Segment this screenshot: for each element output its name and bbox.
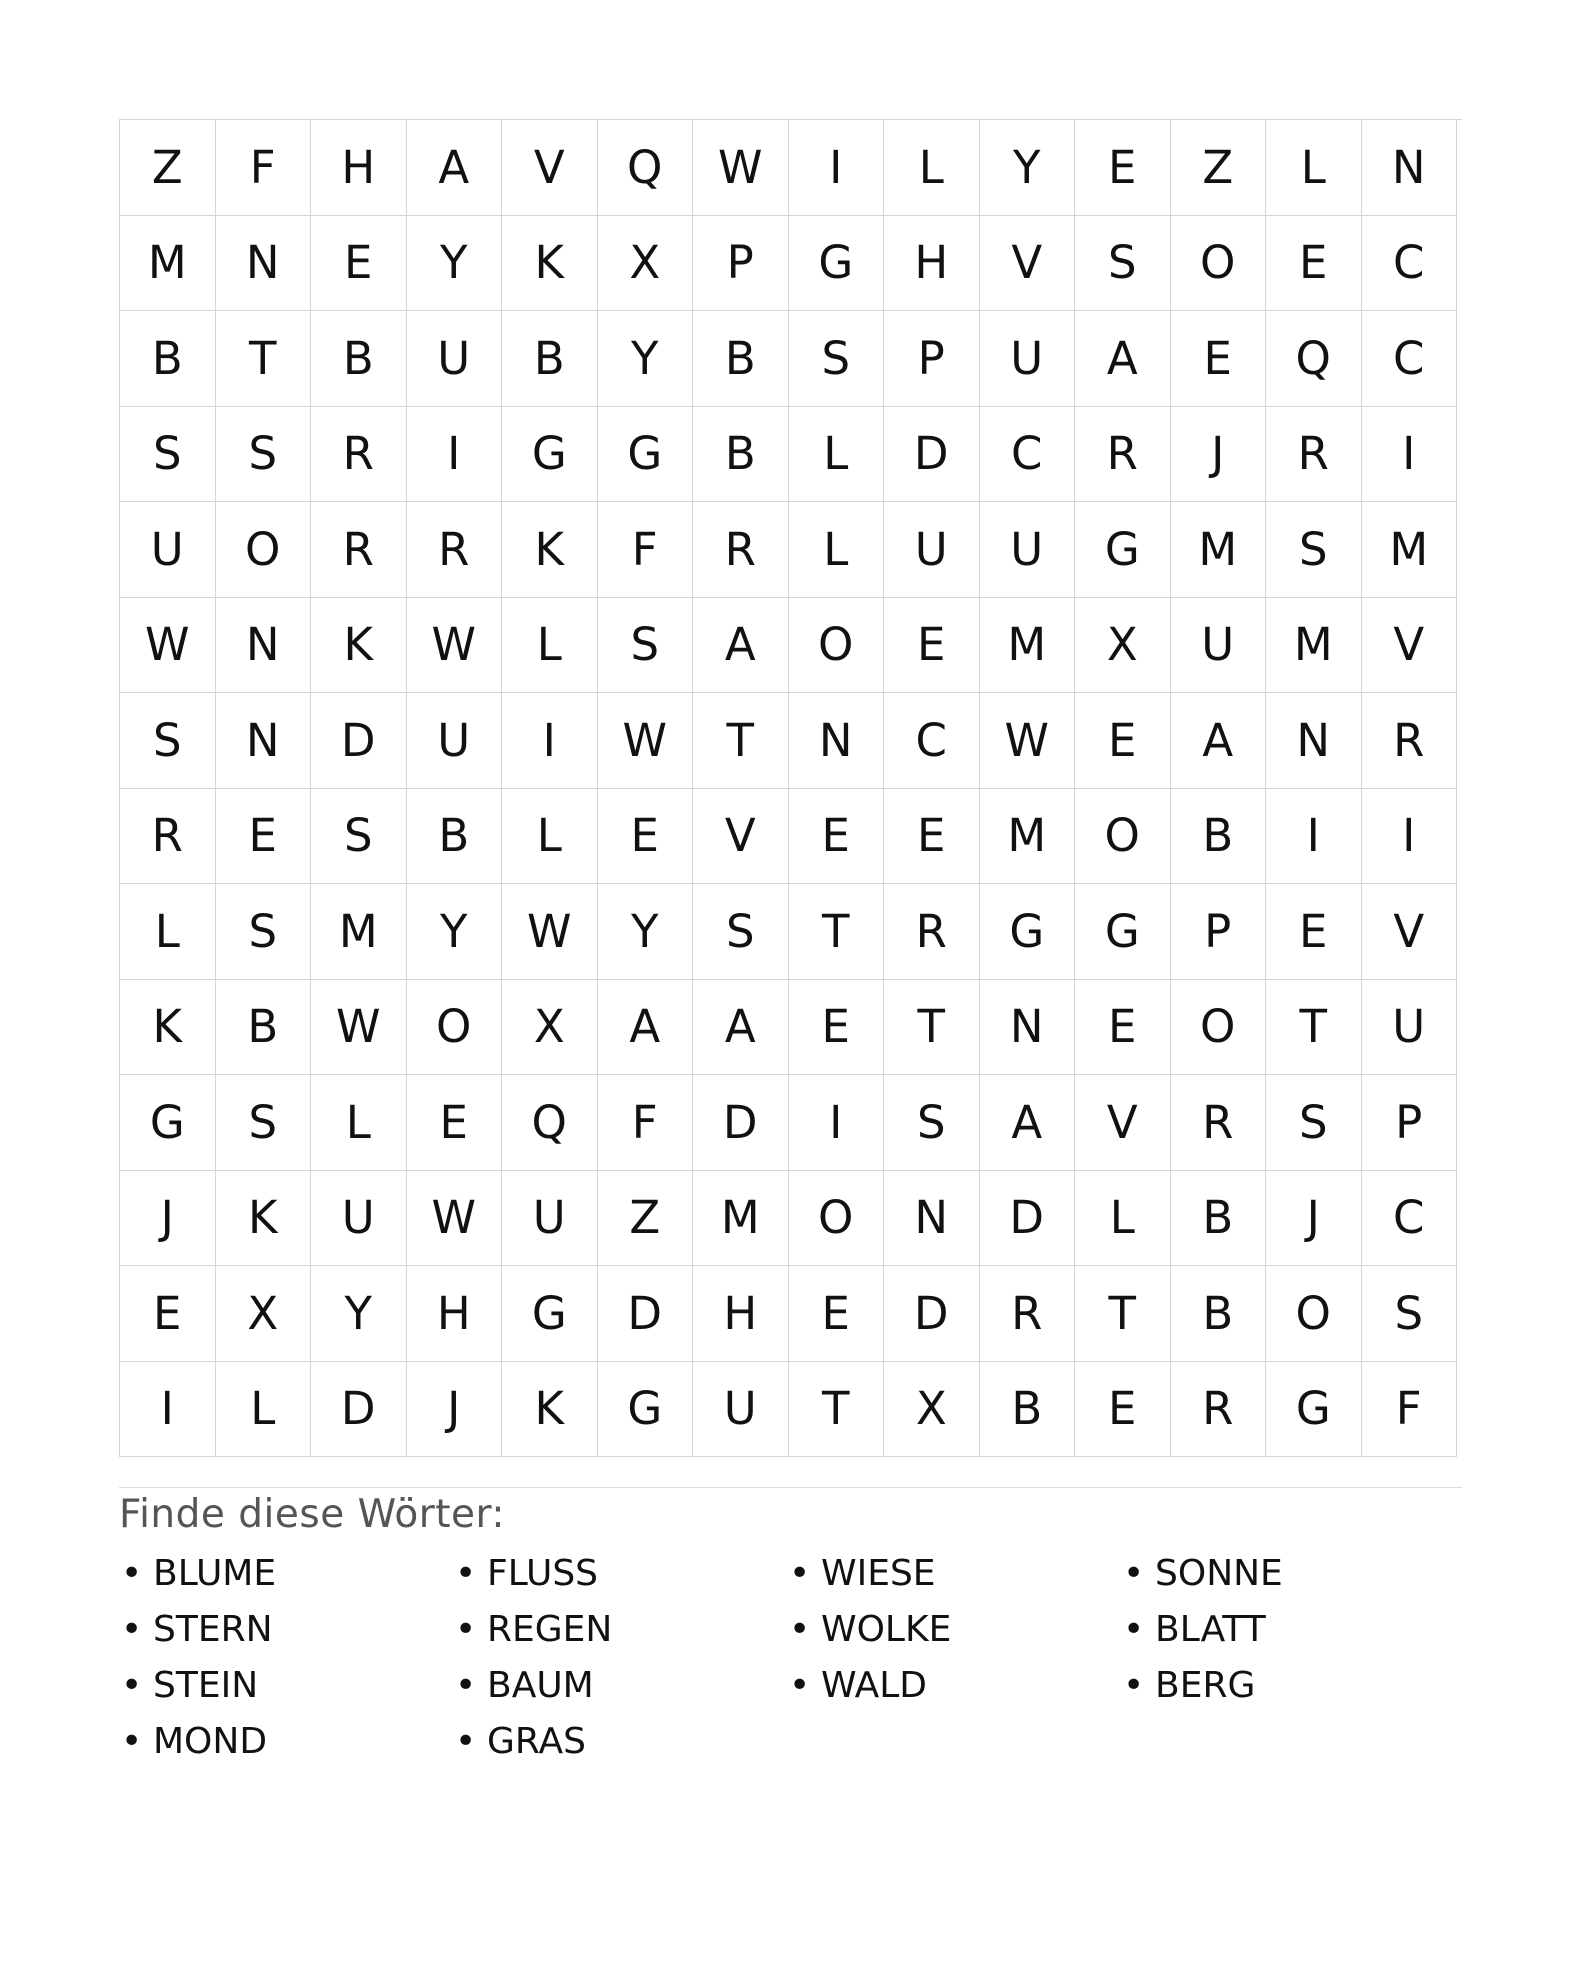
word-list-item bbox=[787, 1602, 1121, 1658]
grid-cell[interactable]: G bbox=[502, 407, 598, 503]
grid-cell[interactable]: U bbox=[980, 311, 1076, 407]
grid-cell[interactable]: E bbox=[1266, 884, 1362, 980]
grid-cell[interactable]: S bbox=[120, 407, 216, 503]
bullet-icon: • bbox=[455, 1553, 477, 1594]
grid-cell[interactable]: B bbox=[693, 311, 789, 407]
word-label: FLUSS bbox=[487, 1553, 599, 1594]
grid-cell[interactable]: I bbox=[407, 407, 503, 503]
grid-cell[interactable]: R bbox=[407, 502, 503, 598]
grid-cell[interactable]: X bbox=[884, 1362, 980, 1458]
grid-cell[interactable]: J bbox=[1266, 1171, 1362, 1267]
grid-cell[interactable]: E bbox=[789, 789, 885, 885]
grid-cell[interactable]: W bbox=[407, 598, 503, 694]
bullet-icon: • bbox=[789, 1609, 811, 1650]
grid-cell[interactable]: O bbox=[1266, 1266, 1362, 1362]
grid-cell[interactable]: F bbox=[598, 1075, 694, 1171]
grid-cell[interactable]: X bbox=[216, 1266, 312, 1362]
grid-cell[interactable]: G bbox=[980, 884, 1076, 980]
grid-cell[interactable]: F bbox=[598, 502, 694, 598]
grid-cell[interactable]: E bbox=[598, 789, 694, 885]
grid-cell[interactable]: F bbox=[216, 120, 312, 216]
grid-cell[interactable]: U bbox=[407, 311, 503, 407]
grid-cell[interactable]: M bbox=[311, 884, 407, 980]
grid-cell[interactable]: P bbox=[1362, 1075, 1458, 1171]
grid-cell[interactable]: P bbox=[693, 216, 789, 312]
grid-cell[interactable]: G bbox=[598, 407, 694, 503]
word-list-item bbox=[453, 1714, 787, 1770]
grid-cell[interactable]: B bbox=[980, 1362, 1076, 1458]
grid-cell[interactable]: N bbox=[1362, 120, 1458, 216]
grid-cell[interactable]: H bbox=[693, 1266, 789, 1362]
grid-cell[interactable]: E bbox=[1075, 980, 1171, 1076]
bullet-icon: • bbox=[455, 1609, 477, 1650]
grid-cell[interactable]: Y bbox=[407, 216, 503, 312]
grid-cell[interactable]: Y bbox=[407, 884, 503, 980]
grid-cell[interactable]: Z bbox=[1171, 120, 1267, 216]
grid-cell[interactable]: J bbox=[407, 1362, 503, 1458]
grid-cell[interactable]: T bbox=[789, 1362, 885, 1458]
grid-cell[interactable]: A bbox=[693, 980, 789, 1076]
grid-cell[interactable]: E bbox=[407, 1075, 503, 1171]
bullet-icon: • bbox=[1123, 1665, 1145, 1706]
word-list-item bbox=[787, 1546, 1121, 1602]
grid-cell[interactable]: M bbox=[980, 789, 1076, 885]
grid-cell[interactable]: V bbox=[1362, 598, 1458, 694]
grid-cell[interactable]: R bbox=[311, 407, 407, 503]
grid-cell[interactable]: B bbox=[693, 407, 789, 503]
grid-cell[interactable]: S bbox=[1266, 502, 1362, 598]
grid-cell[interactable]: C bbox=[980, 407, 1076, 503]
word-label: WOLKE bbox=[821, 1609, 952, 1650]
grid-cell[interactable]: K bbox=[502, 502, 598, 598]
grid-cell[interactable]: T bbox=[789, 884, 885, 980]
word-list-item bbox=[119, 1714, 453, 1770]
grid-cell[interactable]: L bbox=[1266, 120, 1362, 216]
grid-cell[interactable]: F bbox=[1362, 1362, 1458, 1458]
grid-cell[interactable]: D bbox=[311, 693, 407, 789]
word-list-item bbox=[1121, 1658, 1455, 1714]
grid-cell[interactable]: D bbox=[884, 1266, 980, 1362]
grid-cell[interactable]: L bbox=[884, 120, 980, 216]
grid-cell[interactable]: L bbox=[311, 1075, 407, 1171]
grid-cell[interactable]: V bbox=[1075, 1075, 1171, 1171]
grid-cell[interactable]: U bbox=[980, 502, 1076, 598]
word-list-item bbox=[453, 1602, 787, 1658]
grid-cell[interactable]: S bbox=[216, 1075, 312, 1171]
grid-cell[interactable]: M bbox=[1362, 502, 1458, 598]
grid-cell[interactable]: X bbox=[598, 216, 694, 312]
word-label: WALD bbox=[821, 1665, 928, 1706]
grid-cell[interactable]: N bbox=[216, 216, 312, 312]
grid-cell[interactable]: B bbox=[1171, 1171, 1267, 1267]
bullet-icon: • bbox=[789, 1553, 811, 1594]
grid-cell[interactable]: L bbox=[1075, 1171, 1171, 1267]
grid-cell[interactable]: B bbox=[216, 980, 312, 1076]
grid-cell[interactable]: K bbox=[502, 1362, 598, 1458]
bullet-icon: • bbox=[121, 1721, 143, 1762]
grid-cell[interactable]: T bbox=[693, 693, 789, 789]
grid-cell[interactable]: K bbox=[311, 598, 407, 694]
grid-cell[interactable]: R bbox=[311, 502, 407, 598]
grid-cell[interactable]: G bbox=[789, 216, 885, 312]
grid-cell[interactable]: O bbox=[1171, 216, 1267, 312]
grid-cell[interactable]: B bbox=[311, 311, 407, 407]
grid-cell[interactable]: R bbox=[1075, 407, 1171, 503]
grid-cell[interactable]: R bbox=[884, 884, 980, 980]
grid-cell[interactable]: U bbox=[407, 693, 503, 789]
grid-cell[interactable]: W bbox=[407, 1171, 503, 1267]
grid-cell[interactable]: L bbox=[789, 407, 885, 503]
word-label: GRAS bbox=[487, 1721, 586, 1762]
word-list-item bbox=[1121, 1602, 1455, 1658]
word-list-item bbox=[453, 1658, 787, 1714]
grid-cell[interactable]: I bbox=[789, 1075, 885, 1171]
grid-cell[interactable]: X bbox=[502, 980, 598, 1076]
grid-cell[interactable]: E bbox=[1075, 693, 1171, 789]
grid-cell[interactable]: G bbox=[1266, 1362, 1362, 1458]
grid-cell[interactable]: R bbox=[1266, 407, 1362, 503]
grid-cell[interactable]: U bbox=[311, 1171, 407, 1267]
grid-cell[interactable]: W bbox=[598, 693, 694, 789]
grid-cell[interactable]: K bbox=[120, 980, 216, 1076]
grid-cell[interactable]: B bbox=[1171, 789, 1267, 885]
grid-cell[interactable]: D bbox=[980, 1171, 1076, 1267]
word-label: WIESE bbox=[821, 1553, 936, 1594]
grid-cell[interactable]: O bbox=[1075, 789, 1171, 885]
grid-cell[interactable]: B bbox=[120, 311, 216, 407]
letter-grid bbox=[119, 119, 1462, 1457]
grid-cell[interactable]: N bbox=[789, 693, 885, 789]
grid-cell[interactable]: H bbox=[407, 1266, 503, 1362]
grid-cell[interactable]: A bbox=[693, 598, 789, 694]
grid-cell[interactable]: P bbox=[1171, 884, 1267, 980]
divider bbox=[119, 1487, 1462, 1488]
grid-cell[interactable]: W bbox=[311, 980, 407, 1076]
grid-cell[interactable]: Q bbox=[502, 1075, 598, 1171]
word-list-item bbox=[119, 1658, 453, 1714]
grid-cell[interactable]: O bbox=[789, 598, 885, 694]
word-list-item bbox=[119, 1602, 453, 1658]
grid-cell[interactable]: T bbox=[1266, 980, 1362, 1076]
grid-cell[interactable]: O bbox=[789, 1171, 885, 1267]
word-search-puzzle bbox=[119, 119, 1462, 1770]
bullet-icon: • bbox=[121, 1553, 143, 1594]
grid-cell[interactable]: R bbox=[693, 502, 789, 598]
word-label: BAUM bbox=[487, 1665, 594, 1706]
grid-cell[interactable]: A bbox=[980, 1075, 1076, 1171]
grid-cell[interactable]: X bbox=[1075, 598, 1171, 694]
grid-cell[interactable]: A bbox=[407, 120, 503, 216]
grid-cell[interactable]: S bbox=[120, 693, 216, 789]
grid-cell[interactable]: M bbox=[1266, 598, 1362, 694]
grid-cell[interactable]: B bbox=[407, 789, 503, 885]
grid-cell[interactable]: I bbox=[1362, 789, 1458, 885]
bullet-icon: • bbox=[1123, 1553, 1145, 1594]
grid-cell[interactable]: S bbox=[598, 598, 694, 694]
grid-cell[interactable]: Q bbox=[598, 120, 694, 216]
grid-cell[interactable]: S bbox=[216, 407, 312, 503]
bullet-icon: • bbox=[121, 1609, 143, 1650]
word-list bbox=[119, 1546, 1462, 1770]
grid-cell[interactable]: L bbox=[789, 502, 885, 598]
grid-cell[interactable]: S bbox=[884, 1075, 980, 1171]
grid-cell[interactable]: M bbox=[980, 598, 1076, 694]
grid-cell[interactable]: T bbox=[884, 980, 980, 1076]
grid-cell[interactable]: W bbox=[120, 598, 216, 694]
grid-cell[interactable]: B bbox=[1171, 1266, 1267, 1362]
grid-cell[interactable]: E bbox=[1171, 311, 1267, 407]
grid-cell[interactable]: O bbox=[407, 980, 503, 1076]
grid-cell[interactable]: U bbox=[1362, 980, 1458, 1076]
grid-cell[interactable]: N bbox=[216, 598, 312, 694]
grid-cell[interactable]: C bbox=[1362, 216, 1458, 312]
grid-cell[interactable]: S bbox=[311, 789, 407, 885]
grid-cell[interactable]: S bbox=[693, 884, 789, 980]
grid-cell[interactable]: I bbox=[789, 120, 885, 216]
grid-cell[interactable]: I bbox=[1266, 789, 1362, 885]
grid-cell[interactable]: G bbox=[598, 1362, 694, 1458]
grid-cell[interactable]: U bbox=[502, 1171, 598, 1267]
grid-cell[interactable]: A bbox=[1075, 311, 1171, 407]
grid-cell[interactable]: M bbox=[1171, 502, 1267, 598]
grid-cell[interactable]: G bbox=[502, 1266, 598, 1362]
grid-cell[interactable]: C bbox=[884, 693, 980, 789]
grid-cell[interactable]: L bbox=[502, 789, 598, 885]
bullet-icon: • bbox=[455, 1721, 477, 1762]
grid-cell[interactable]: C bbox=[1362, 1171, 1458, 1267]
grid-cell[interactable]: U bbox=[1171, 598, 1267, 694]
word-list-item bbox=[1121, 1546, 1455, 1602]
grid-cell[interactable]: W bbox=[502, 884, 598, 980]
word-label: STERN bbox=[153, 1609, 273, 1650]
grid-cell[interactable]: L bbox=[502, 598, 598, 694]
grid-cell[interactable]: L bbox=[216, 1362, 312, 1458]
grid-cell[interactable]: E bbox=[884, 598, 980, 694]
grid-cell[interactable]: J bbox=[120, 1171, 216, 1267]
grid-cell[interactable]: Y bbox=[598, 311, 694, 407]
word-label: BLUME bbox=[153, 1553, 277, 1594]
grid-cell[interactable]: J bbox=[1171, 407, 1267, 503]
grid-cell[interactable]: E bbox=[1075, 120, 1171, 216]
grid-cell[interactable]: B bbox=[502, 311, 598, 407]
grid-cell[interactable]: O bbox=[216, 502, 312, 598]
grid-cell[interactable]: V bbox=[1362, 884, 1458, 980]
grid-cell[interactable]: V bbox=[502, 120, 598, 216]
grid-cell[interactable]: D bbox=[693, 1075, 789, 1171]
grid-cell[interactable]: R bbox=[1171, 1075, 1267, 1171]
bullet-icon: • bbox=[1123, 1609, 1145, 1650]
grid-cell[interactable]: Z bbox=[598, 1171, 694, 1267]
grid-cell[interactable]: R bbox=[1362, 693, 1458, 789]
grid-cell[interactable]: E bbox=[789, 1266, 885, 1362]
word-label: BERG bbox=[1155, 1665, 1256, 1706]
word-list-item bbox=[453, 1546, 787, 1602]
grid-cell[interactable]: S bbox=[789, 311, 885, 407]
bullet-icon: • bbox=[789, 1665, 811, 1706]
grid-cell[interactable]: W bbox=[693, 120, 789, 216]
grid-cell[interactable]: M bbox=[120, 216, 216, 312]
grid-cell[interactable]: R bbox=[1171, 1362, 1267, 1458]
bullet-icon: • bbox=[455, 1665, 477, 1706]
grid-cell[interactable]: U bbox=[120, 502, 216, 598]
word-list-item bbox=[787, 1658, 1121, 1714]
word-label: SONNE bbox=[1155, 1553, 1283, 1594]
grid-cell[interactable]: E bbox=[789, 980, 885, 1076]
grid-cell[interactable]: S bbox=[1266, 1075, 1362, 1171]
grid-cell[interactable]: I bbox=[1362, 407, 1458, 503]
grid-cell[interactable]: K bbox=[216, 1171, 312, 1267]
grid-cell[interactable]: T bbox=[1075, 1266, 1171, 1362]
grid-cell[interactable]: H bbox=[884, 216, 980, 312]
word-label: BLATT bbox=[1155, 1609, 1266, 1650]
bullet-icon: • bbox=[121, 1665, 143, 1706]
grid-cell[interactable]: Y bbox=[598, 884, 694, 980]
grid-cell[interactable]: U bbox=[693, 1362, 789, 1458]
grid-cell[interactable]: Z bbox=[120, 120, 216, 216]
grid-cell[interactable]: Q bbox=[1266, 311, 1362, 407]
grid-cell[interactable]: W bbox=[980, 693, 1076, 789]
grid-cell[interactable]: O bbox=[1171, 980, 1267, 1076]
grid-cell[interactable]: K bbox=[502, 216, 598, 312]
grid-cell[interactable]: A bbox=[598, 980, 694, 1076]
grid-cell[interactable]: E bbox=[311, 216, 407, 312]
word-label: STEIN bbox=[153, 1665, 259, 1706]
grid-cell[interactable]: H bbox=[311, 120, 407, 216]
word-label: MOND bbox=[153, 1721, 268, 1762]
word-list-item bbox=[119, 1546, 453, 1602]
grid-cell[interactable]: C bbox=[1362, 311, 1458, 407]
grid-cell[interactable]: S bbox=[1075, 216, 1171, 312]
grid-cell[interactable]: D bbox=[598, 1266, 694, 1362]
grid-cell[interactable]: D bbox=[311, 1362, 407, 1458]
grid-cell[interactable]: I bbox=[502, 693, 598, 789]
grid-cell[interactable]: I bbox=[120, 1362, 216, 1458]
grid-cell[interactable]: E bbox=[120, 1266, 216, 1362]
grid-cell[interactable]: A bbox=[1171, 693, 1267, 789]
grid-cell[interactable]: Y bbox=[311, 1266, 407, 1362]
word-list-title: Finde diese Wörter: bbox=[119, 1492, 506, 1537]
grid-cell[interactable]: Y bbox=[980, 120, 1076, 216]
grid-cell[interactable]: R bbox=[120, 789, 216, 885]
grid-cell[interactable]: N bbox=[884, 1171, 980, 1267]
grid-cell[interactable]: G bbox=[1075, 884, 1171, 980]
grid-cell[interactable]: P bbox=[884, 311, 980, 407]
grid-cell[interactable]: E bbox=[216, 789, 312, 885]
grid-cell[interactable]: E bbox=[1266, 216, 1362, 312]
grid-cell[interactable]: L bbox=[120, 884, 216, 980]
grid-cell[interactable]: S bbox=[216, 884, 312, 980]
grid-cell[interactable]: E bbox=[1075, 1362, 1171, 1458]
grid-cell[interactable]: M bbox=[693, 1171, 789, 1267]
grid-cell[interactable]: N bbox=[980, 980, 1076, 1076]
grid-cell[interactable]: S bbox=[1362, 1266, 1458, 1362]
grid-cell[interactable]: N bbox=[216, 693, 312, 789]
grid-cell[interactable]: E bbox=[884, 789, 980, 885]
grid-cell[interactable]: D bbox=[884, 407, 980, 503]
grid-cell[interactable]: V bbox=[693, 789, 789, 885]
word-label: REGEN bbox=[487, 1609, 613, 1650]
grid-cell[interactable]: N bbox=[1266, 693, 1362, 789]
grid-cell[interactable]: U bbox=[884, 502, 980, 598]
grid-cell[interactable]: G bbox=[120, 1075, 216, 1171]
grid-cell[interactable]: T bbox=[216, 311, 312, 407]
grid-cell[interactable]: G bbox=[1075, 502, 1171, 598]
grid-cell[interactable]: V bbox=[980, 216, 1076, 312]
grid-cell[interactable]: R bbox=[980, 1266, 1076, 1362]
